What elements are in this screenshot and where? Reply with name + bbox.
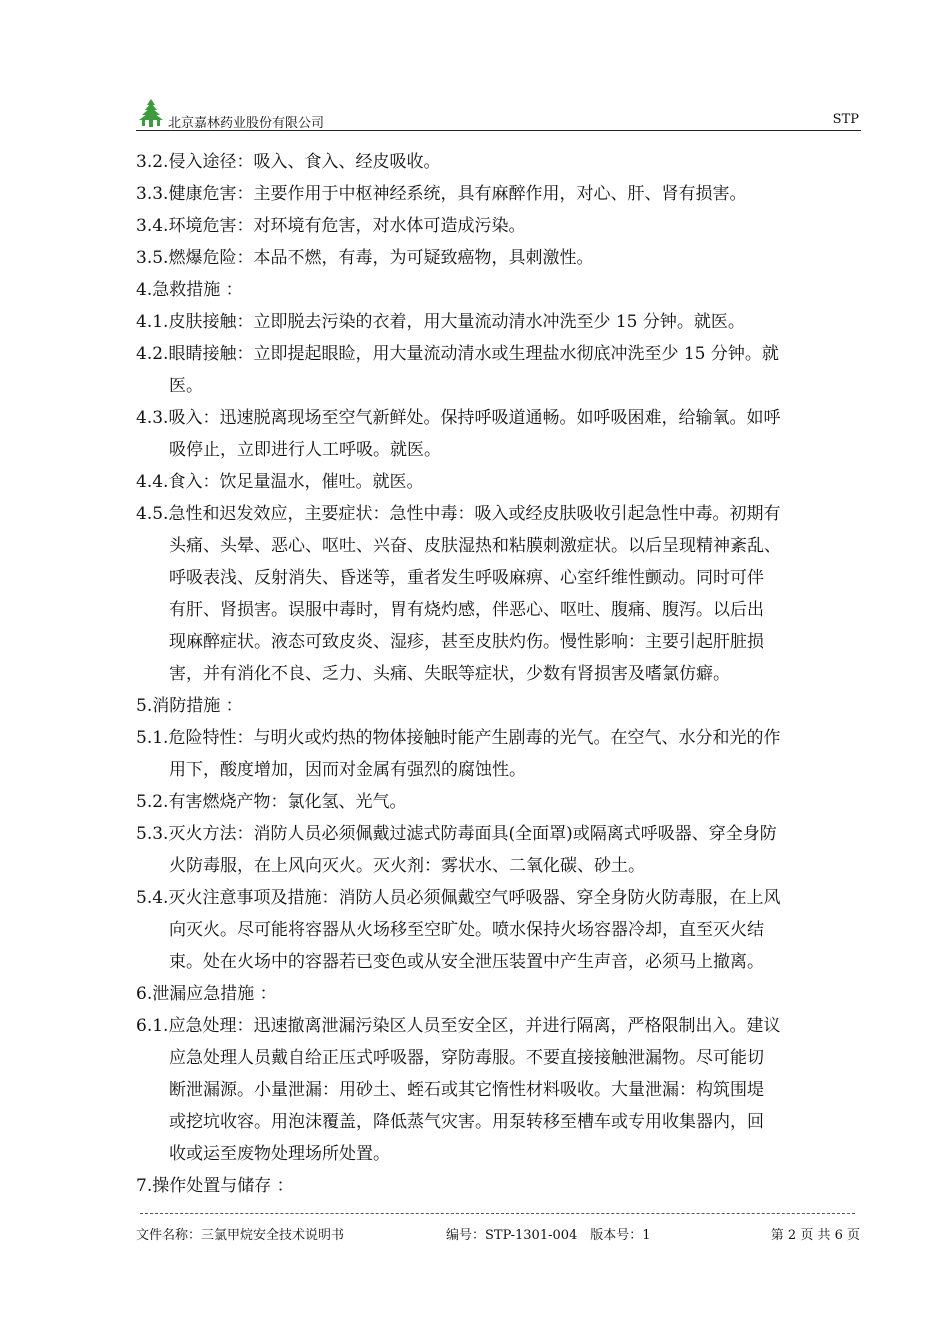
paragraph-first-line: 4.4.食入：饮足量温水，催吐。就医。 <box>136 472 424 492</box>
paragraph-first-line: 5.4.灭火注意事项及措施：消防人员必须佩戴空气呼吸器、穿全身防火防毒服，在上风 <box>136 888 781 908</box>
paragraph-continuation-line: 收或运至废物处理场所处置。 <box>169 1144 390 1164</box>
paragraph <box>136 882 864 978</box>
footer-page-number: 第 2 页 共 6 页 <box>770 1228 860 1243</box>
paragraph-first-line: 5.3.灭火方法：消防人员必须佩戴过滤式防毒面具(全面罩)或隔离式呼吸器、穿全身防 <box>136 824 777 844</box>
paragraph-continuation-line: 医。 <box>169 376 203 396</box>
page-header <box>136 96 861 131</box>
paragraph-first-line: 3.2.侵入途径：吸入、食入、经皮吸收。 <box>136 152 441 172</box>
paragraph-continuation-line: 断泄漏源。小量泄漏：用砂土、蛭石或其它惰性材料吸收。大量泄漏：构筑围堤 <box>169 1080 764 1100</box>
paragraph <box>136 210 864 242</box>
paragraph-continuation-line: 应急处理人员戴自给正压式呼吸器，穿防毒服。不要直接接触泄漏物。尽可能切 <box>169 1048 764 1068</box>
paragraph <box>136 274 864 306</box>
paragraph-continuation-line: 用下，酸度增加，因而对金属有强烈的腐蚀性。 <box>169 760 526 780</box>
paragraph <box>136 1010 864 1170</box>
footer-divider <box>140 1213 855 1214</box>
paragraph-continuation-line: 呼吸表浅、反射消失、昏迷等，重者发生呼吸麻痹、心室纤维性颤动。同时可伴 <box>169 568 764 588</box>
paragraph-first-line: 5.2.有害燃烧产物：氯化氢、光气。 <box>136 792 407 812</box>
document-code: STP <box>832 112 859 127</box>
paragraph-first-line: 3.4.环境危害：对环境有危害，对水体可造成污染。 <box>136 216 526 236</box>
paragraph-continuation-line: 现麻醉症状。液态可致皮炎、湿疹，甚至皮肤灼伤。慢性影响：主要引起肝脏损 <box>169 632 764 652</box>
paragraph-first-line: 4.5.急性和迟发效应，主要症状：急性中毒：吸入或经皮肤吸收引起急性中毒。初期有 <box>136 504 781 524</box>
paragraph <box>136 306 864 338</box>
paragraph <box>136 690 864 722</box>
paragraph <box>136 818 864 882</box>
paragraph-first-line: 7.操作处置与储存 ： <box>136 1176 294 1196</box>
paragraph <box>136 978 864 1010</box>
paragraph-continuation-line: 束。处在火场中的容器若已变色或从安全泄压装置中产生声音，必须马上撤离。 <box>169 952 764 972</box>
paragraph-first-line: 3.5.燃爆危险：本品不燃，有毒，为可疑致癌物，具刺激性。 <box>136 248 594 268</box>
footer-file-name: 文件名称：三氯甲烷安全技术说明书 <box>136 1228 345 1243</box>
paragraph <box>136 1170 864 1202</box>
company-name: 北京嘉林药业股份有限公司 <box>168 116 325 131</box>
document-body <box>136 146 864 1202</box>
paragraph <box>136 338 864 402</box>
paragraph-first-line: 4.1.皮肤接触：立即脱去污染的衣着，用大量流动清水冲洗至少 15 分钟。就医。 <box>136 312 745 332</box>
paragraph <box>136 466 864 498</box>
paragraph-continuation-line: 向灭火。尽可能将容器从火场移至空旷处。喷水保持火场容器冷却，直至灭火结 <box>169 920 764 940</box>
paragraph-first-line: 6.1.应急处理：迅速撤离泄漏污染区人员至安全区，并进行隔离，严格限制出入。建议 <box>136 1016 781 1036</box>
paragraph-first-line: 5.1.危险特性：与明火或灼热的物体接触时能产生剧毒的光气。在空气、水分和光的作 <box>136 728 781 748</box>
paragraph-first-line: 6.泄漏应急措施 ： <box>136 984 277 1004</box>
paragraph-continuation-line: 火防毒服，在上风向灭火。灭火剂：雾状水、二氧化碳、砂土。 <box>169 856 645 876</box>
paragraph-first-line: 4.急救措施 ： <box>136 280 243 300</box>
paragraph-continuation-line: 或挖坑收容。用泡沫覆盖，降低蒸气灾害。用泵转移至槽车或专用收集器内，回 <box>169 1112 764 1132</box>
paragraph <box>136 498 864 690</box>
paragraph-continuation-line: 吸停止，立即进行人工呼吸。就医。 <box>169 440 441 460</box>
company-logo-icon <box>136 98 166 128</box>
paragraph-first-line: 4.3.吸入：迅速脱离现场至空气新鲜处。保持呼吸道通畅。如呼吸困难，给输氧。如呼 <box>136 408 781 428</box>
paragraph <box>136 178 864 210</box>
paragraph-continuation-line: 有肝、肾损害。误服中毒时，胃有烧灼感，伴恶心、呕吐、腹痛、腹泻。以后出 <box>169 600 764 620</box>
paragraph-first-line: 4.2.眼睛接触：立即提起眼睑，用大量流动清水或生理盐水彻底冲洗至少 15 分钟。就 <box>136 344 779 364</box>
paragraph-continuation-line: 头痛、头晕、恶心、呕吐、兴奋、皮肤湿热和粘膜刺激症状。以后呈现精神紊乱、 <box>169 536 781 556</box>
paragraph <box>136 786 864 818</box>
paragraph-first-line: 5.消防措施 ： <box>136 696 243 716</box>
footer-document-number: 编号：STP-1301-004 版本号：1 <box>446 1228 651 1243</box>
paragraph <box>136 402 864 466</box>
paragraph <box>136 146 864 178</box>
paragraph-first-line: 3.3.健康危害：主要作用于中枢神经系统，具有麻醉作用，对心、肝、肾有损害。 <box>136 184 747 204</box>
paragraph <box>136 722 864 786</box>
paragraph-continuation-line: 害，并有消化不良、乏力、头痛、失眠等症状，少数有肾损害及嗜氯仿癖。 <box>169 664 730 684</box>
paragraph <box>136 242 864 274</box>
